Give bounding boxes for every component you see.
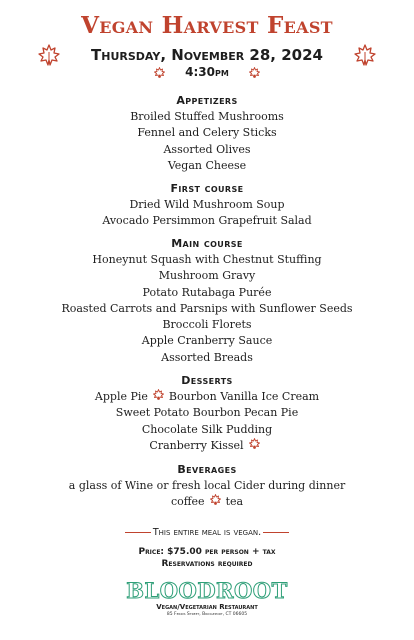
price-text: Price: $75.00 per person + tax bbox=[138, 547, 276, 557]
main-course-section bbox=[0, 236, 414, 366]
vegan-note-text: This entire meal is vegan. bbox=[152, 527, 262, 538]
event-date: Thursday, November 28, 2024 bbox=[91, 46, 323, 64]
menu-item: Roasted Carrots and Parsnips with Sunflower Seeds bbox=[61, 301, 353, 315]
restaurant-address: 85 Ferris Street, Bridgeport, CT 06605 bbox=[166, 612, 248, 617]
menu-item-coffee: coffee bbox=[170, 495, 205, 509]
reservations-text: Reservations required bbox=[161, 559, 253, 569]
maple-leaf-icon bbox=[153, 389, 164, 405]
menu-item: Dried Wild Mushroom Soup bbox=[129, 198, 285, 211]
menu-item: Honeynut Squash with Chestnut Stuffing bbox=[92, 253, 322, 266]
menu-item: Fennel and Celery Sticks bbox=[137, 126, 277, 140]
menu-item bbox=[0, 438, 414, 454]
maple-leaf-icon bbox=[249, 67, 260, 78]
menu-item: Avocado Persimmon Grapefruit Salad bbox=[102, 214, 312, 228]
menu-item: Apple Cranberry Sauce bbox=[141, 334, 273, 348]
menu-item: Broccoli Florets bbox=[162, 318, 252, 332]
section-heading: Main course bbox=[171, 237, 243, 250]
menu-item: Assorted Breads bbox=[161, 350, 253, 364]
menu-item: Potato Rutabaga Purée bbox=[142, 285, 272, 299]
section-heading: First course bbox=[170, 182, 244, 195]
price-block bbox=[0, 546, 414, 570]
menu-item: Vegan Cheese bbox=[167, 158, 247, 172]
menu-item-tea: tea bbox=[225, 495, 244, 509]
menu-item bbox=[0, 389, 414, 405]
restaurant-subtitle: Vegan/Vegetarian Restaurant bbox=[156, 603, 258, 611]
section-heading: Appetizers bbox=[176, 94, 238, 107]
page-title: Vegan Harvest Feast bbox=[81, 12, 333, 39]
menu-item bbox=[0, 494, 414, 510]
menu-item: Chocolate Silk Pudding bbox=[141, 422, 273, 436]
divider bbox=[125, 532, 151, 533]
menu-item: Mushroom Gravy bbox=[158, 269, 256, 283]
maple-leaf-icon bbox=[249, 438, 260, 454]
section-heading: Desserts bbox=[181, 374, 233, 387]
maple-leaf-icon bbox=[210, 494, 221, 510]
menu-item: Broiled Stuffed Mushrooms bbox=[130, 110, 284, 123]
menu-item-apple-pie: Apple Pie bbox=[94, 390, 148, 404]
menu-item: a glass of Wine or fresh local Cider during dinner bbox=[68, 479, 346, 492]
menu-item: Sweet Potato Bourbon Pecan Pie bbox=[115, 406, 299, 420]
event-time: 4:30pm bbox=[185, 65, 229, 79]
first-course-section bbox=[0, 181, 414, 230]
beverages-section bbox=[0, 462, 414, 511]
vegan-note bbox=[0, 527, 414, 538]
restaurant-logo: BLOODROOT bbox=[126, 578, 288, 603]
menu-item-kissel: Cranberry Kissel bbox=[149, 439, 244, 453]
desserts-section bbox=[0, 373, 414, 454]
menu-item-ice-cream: Bourbon Vanilla Ice Cream bbox=[168, 390, 320, 404]
appetizers-section bbox=[0, 93, 414, 174]
menu-item: Assorted Olives bbox=[163, 142, 251, 156]
section-heading: Beverages bbox=[177, 463, 237, 476]
divider bbox=[263, 532, 289, 533]
